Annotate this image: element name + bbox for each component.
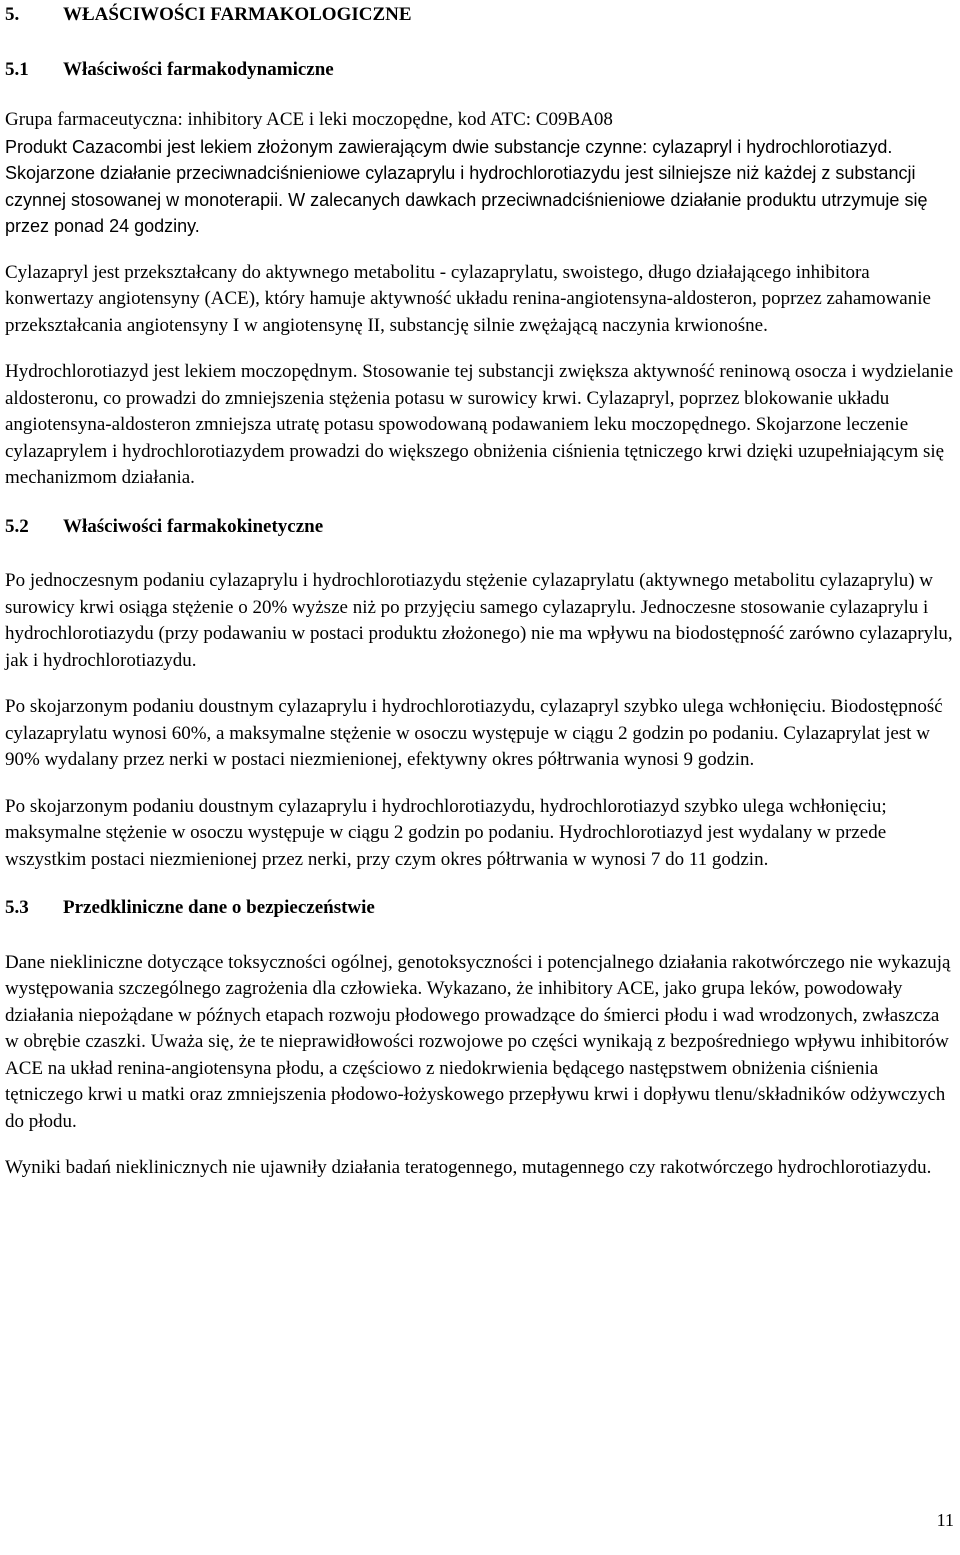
preclinical-safety-paragraph: Dane niekliniczne dotyczące toksyczności ogólnej, genotoksyczności i potencjalnego działania rakotwórczego nie wykazują występowania szczególnego zagrożenia dla człowieka. Wykazano, że inhibitory ACE, jako grupa leków, powodowały działania niepożądane w późnych etapach rozwoju płodowego prowadzące do śmierci płodu i wad wrodzonych, zwłaszcza w obrębie czaszki. Uważa się, że te nieprawidłowości rozwojowe po części wynikają z bezpośredniego wpływu inhibitorów ACE na układ renina-angiotensyna płodu, a częściowo z niedokrwienia będącego następstwem obniżenia ciśnienia tętniczego krwi u matki oraz zmniejszenia płodowo-łożyskowego przepływu krwi i dopływu tlenu/składników odżywczych do płodu. bbox=[5, 951, 951, 1132]
section-heading bbox=[5, 2, 957, 29]
subsection-title: Właściwości farmakokinetyczne bbox=[63, 515, 324, 537]
subsection-title: Właściwości farmakodynamiczne bbox=[63, 58, 334, 80]
preclinical-results-paragraph: Wyniki badań nieklinicznych nie ujawniły działania teratogennego, mutagennego czy rakotwórczego hydrochlorotiazydu. bbox=[5, 1157, 932, 1178]
pk-hydrochlorothiazide-paragraph: Po skojarzonym podaniu doustnym cylazaprylu i hydrochlorotiazydu, hydrochlorotiazyd szybko ulega wchłonięciu; maksymalne stężenie w osoczu występuje w ciągu 2 godzin po podaniu. Hydrochlorotiazyd jest wydalany w przede wszystkim postaci niezmienionej przez nerki, przy czym okres półtrwania w wynosi 7 do 11 godzin. bbox=[5, 795, 887, 870]
pharmacotherapeutic-group: Grupa farmaceutyczna: inhibitory ACE i leki moczopędne, kod ATC: C09BA08 bbox=[5, 109, 613, 130]
document-page bbox=[5, 0, 957, 1182]
subsection-heading-5-1 bbox=[5, 57, 957, 84]
pk-cilazapril-paragraph: Po skojarzonym podaniu doustnym cylazaprylu i hydrochlorotiazydu, cylazapryl szybko ulega wchłonięciu. Biodostępność cylazaprylatu wynosi 60%, a maksymalne stężenie w osoczu występuje w ciągu 2 godzin po podaniu. Cylazaprylat jest w 90% wydalany przez nerki w postaci niezmienionej, efektywny okres półtrwania wynosi 9 godzin. bbox=[5, 696, 943, 770]
subsection-heading-5-2 bbox=[5, 514, 957, 541]
hydrochlorothiazide-mechanism-paragraph: Hydrochlorotiazyd jest lekiem moczopędnym. Stosowanie tej substancji zwiększa aktywność reninową osocza i wydzielanie aldosteronu, co prowadzi do zmniejszenia stężenia potasu w surowicy krwi. Cylazapryl, poprzez blokowanie układu angiotensyna-aldosteron zmniejsza utratę potasu spowodowaną podawaniem leku moczopędnego. Skojarzone leczenie cylazaprylem i hydrochlorotiazydem prowadzi do większego obniżenia ciśnienia tętniczego krwi dzięki uzupełniającym się mechanizmom działania. bbox=[5, 361, 954, 488]
section-number: 5. bbox=[5, 4, 20, 25]
section-title: WŁAŚCIWOŚCI FARMAKOLOGICZNE bbox=[63, 4, 412, 25]
subsection-number: 5.2 bbox=[5, 515, 29, 537]
page-number: 11 bbox=[936, 1509, 954, 1530]
subsection-title: Przedkliniczne dane o bezpieczeństwie bbox=[63, 897, 375, 918]
subsection-heading-5-3 bbox=[5, 895, 957, 922]
pk-combined-paragraph: Po jednoczesnym podaniu cylazaprylu i hydrochlorotiazydu stężenie cylazaprylatu (aktywnego metabolitu cylazaprylu) w surowicy krwi osiąga stężenie o 20% wyższe niż po przyjęciu samego cylazaprylu. Jednoczesne stosowanie cylazaprylu i hydrochlorotiazydu (przy podawaniu w postaci produktu złożonego) nie ma wpływu na biodostępność zarówno cylazaprylu, jak i hydrochlorotiazydu. bbox=[5, 570, 953, 671]
subsection-number: 5.3 bbox=[5, 897, 29, 918]
cilazapril-mechanism-paragraph: Cylazapryl jest przekształcany do aktywnego metabolitu - cylazaprylatu, swoistego, długo działającego inhibitora konwertazy angiotensyny (ACE), który hamuje aktywność układu renina-angiotensyna-aldosteron, poprzez zahamowanie przekształcania angiotensyny I w angiotensynę II, substancję silnie zwężającą naczynia krwionośne. bbox=[5, 261, 931, 336]
subsection-number: 5.1 bbox=[5, 58, 29, 80]
product-description-paragraph: Produkt Cazacombi jest lekiem złożonym zawierającym dwie substancje czynne: cylazapryl i hydrochlorotiazyd. Skojarzone działanie przeciwnadciśnieniowe cylazaprylu i hydrochlorotiazydu jest silniejsze niż każdej z substancji czynnej stosowanej w monoterapii. W zalecanych dawkach przeciwnadciśnieniowe działanie produktu utrzymuje się przez ponad 24 godziny. bbox=[5, 136, 928, 236]
